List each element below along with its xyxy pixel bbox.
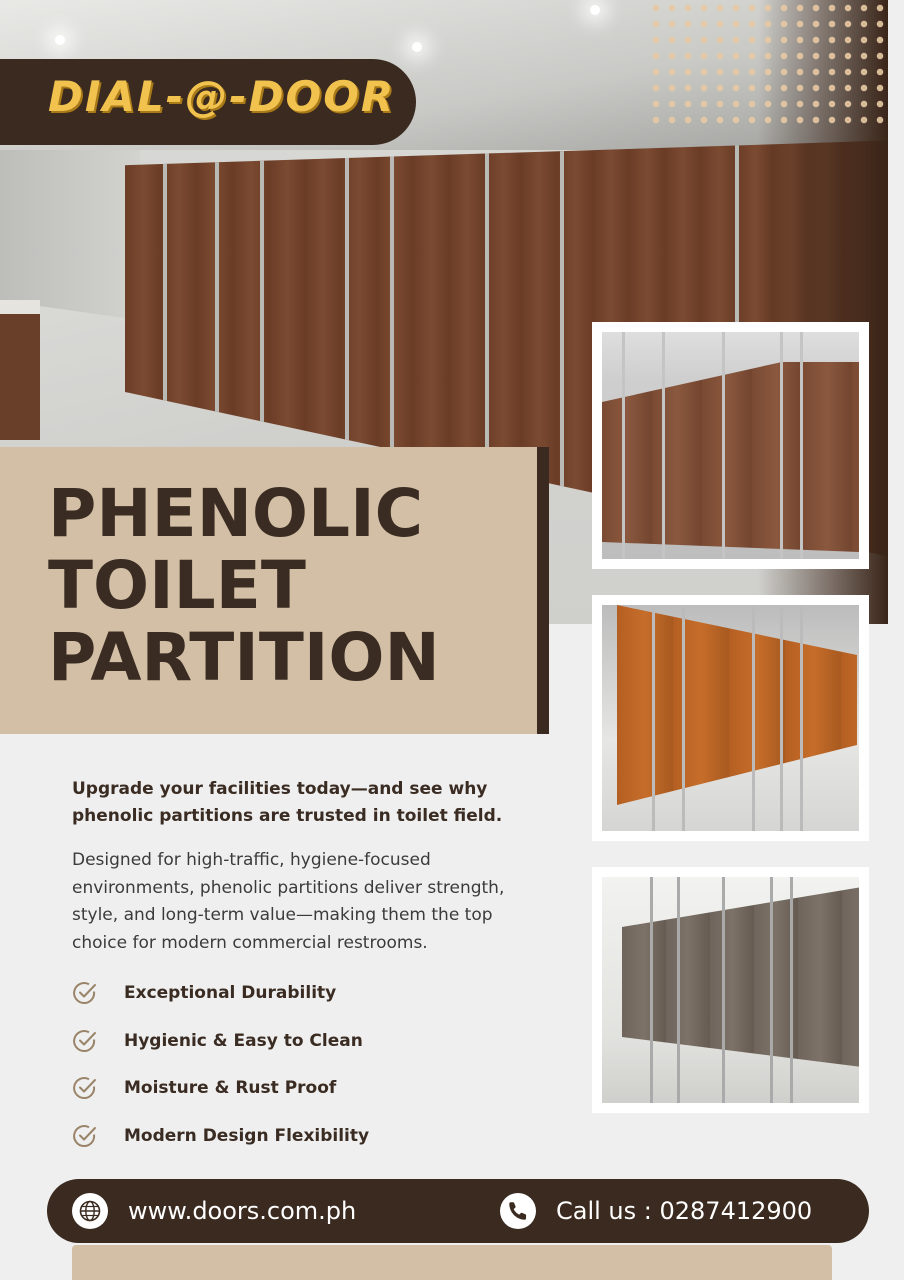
vanity-counter — [0, 300, 40, 440]
website-link[interactable]: www.doors.com.ph — [128, 1197, 357, 1225]
check-circle-icon — [72, 1123, 98, 1149]
title-panel-edge — [537, 447, 549, 734]
feature-list — [72, 980, 532, 1170]
feature-label: Hygienic & Easy to Clean — [124, 1030, 363, 1051]
partition-frame — [770, 877, 773, 1103]
partition-frame — [800, 605, 803, 831]
check-circle-icon — [72, 1028, 98, 1054]
partition-frame — [682, 605, 685, 831]
globe-icon — [72, 1193, 108, 1229]
partition-frame — [677, 877, 680, 1103]
feature-item — [72, 1028, 532, 1076]
feature-label: Moisture & Rust Proof — [124, 1078, 337, 1098]
title-line: PARTITION — [48, 619, 440, 696]
ceiling-light — [412, 42, 422, 52]
photo-grey-stalls — [602, 877, 859, 1103]
partition-frame — [662, 332, 665, 559]
partition-stalls — [602, 352, 859, 552]
ceiling-light — [590, 5, 600, 15]
title-line: TOILET — [48, 547, 306, 624]
photo-orange-stalls — [602, 605, 859, 831]
feature-label: Exceptional Durability — [124, 983, 337, 1003]
partition-frame — [752, 605, 755, 831]
gallery-photo — [592, 595, 869, 841]
phone-icon — [500, 1193, 536, 1229]
check-circle-icon — [72, 1075, 98, 1101]
globe-icon-glyph — [78, 1199, 102, 1223]
partition-frame — [790, 877, 793, 1103]
partition-frame — [560, 140, 564, 560]
photo-woodgrain-stalls — [602, 332, 859, 559]
partition-stalls — [622, 887, 859, 1087]
feature-item — [72, 1075, 532, 1123]
partition-frame — [780, 605, 783, 831]
partition-frame — [622, 332, 625, 559]
ceiling-light — [55, 35, 65, 45]
feature-label: Modern Design Flexibility — [124, 1125, 370, 1146]
description-text: Designed for high-traffic, hygiene-focused environments, phenolic partitions deliver strength, style, and long-term value—making them the top choice for modern commercial restrooms. — [72, 850, 505, 953]
feature-item — [72, 1123, 532, 1171]
phone-number-link[interactable]: Call us : 0287412900 — [556, 1197, 813, 1225]
partition-frame — [800, 332, 803, 559]
lead-text: Upgrade your facilities today—and see why phenolic partitions are trusted in toilet field. — [72, 779, 503, 826]
check-circle-icon — [72, 980, 98, 1006]
page-title — [48, 475, 440, 696]
phone-icon-glyph — [507, 1200, 529, 1222]
partition-frame — [650, 877, 653, 1103]
title-line: PHENOLIC — [48, 475, 424, 552]
feature-item — [72, 980, 532, 1028]
gallery-photo — [592, 867, 869, 1113]
bottom-strip — [72, 1245, 832, 1280]
gallery-photo — [592, 322, 869, 569]
partition-frame — [722, 332, 725, 559]
partition-frame — [652, 605, 655, 831]
partition-frame — [780, 332, 783, 559]
brand-logo: DIAL-@-DOOR — [48, 72, 396, 121]
dot-pattern — [648, 0, 888, 130]
partition-frame — [722, 877, 725, 1103]
